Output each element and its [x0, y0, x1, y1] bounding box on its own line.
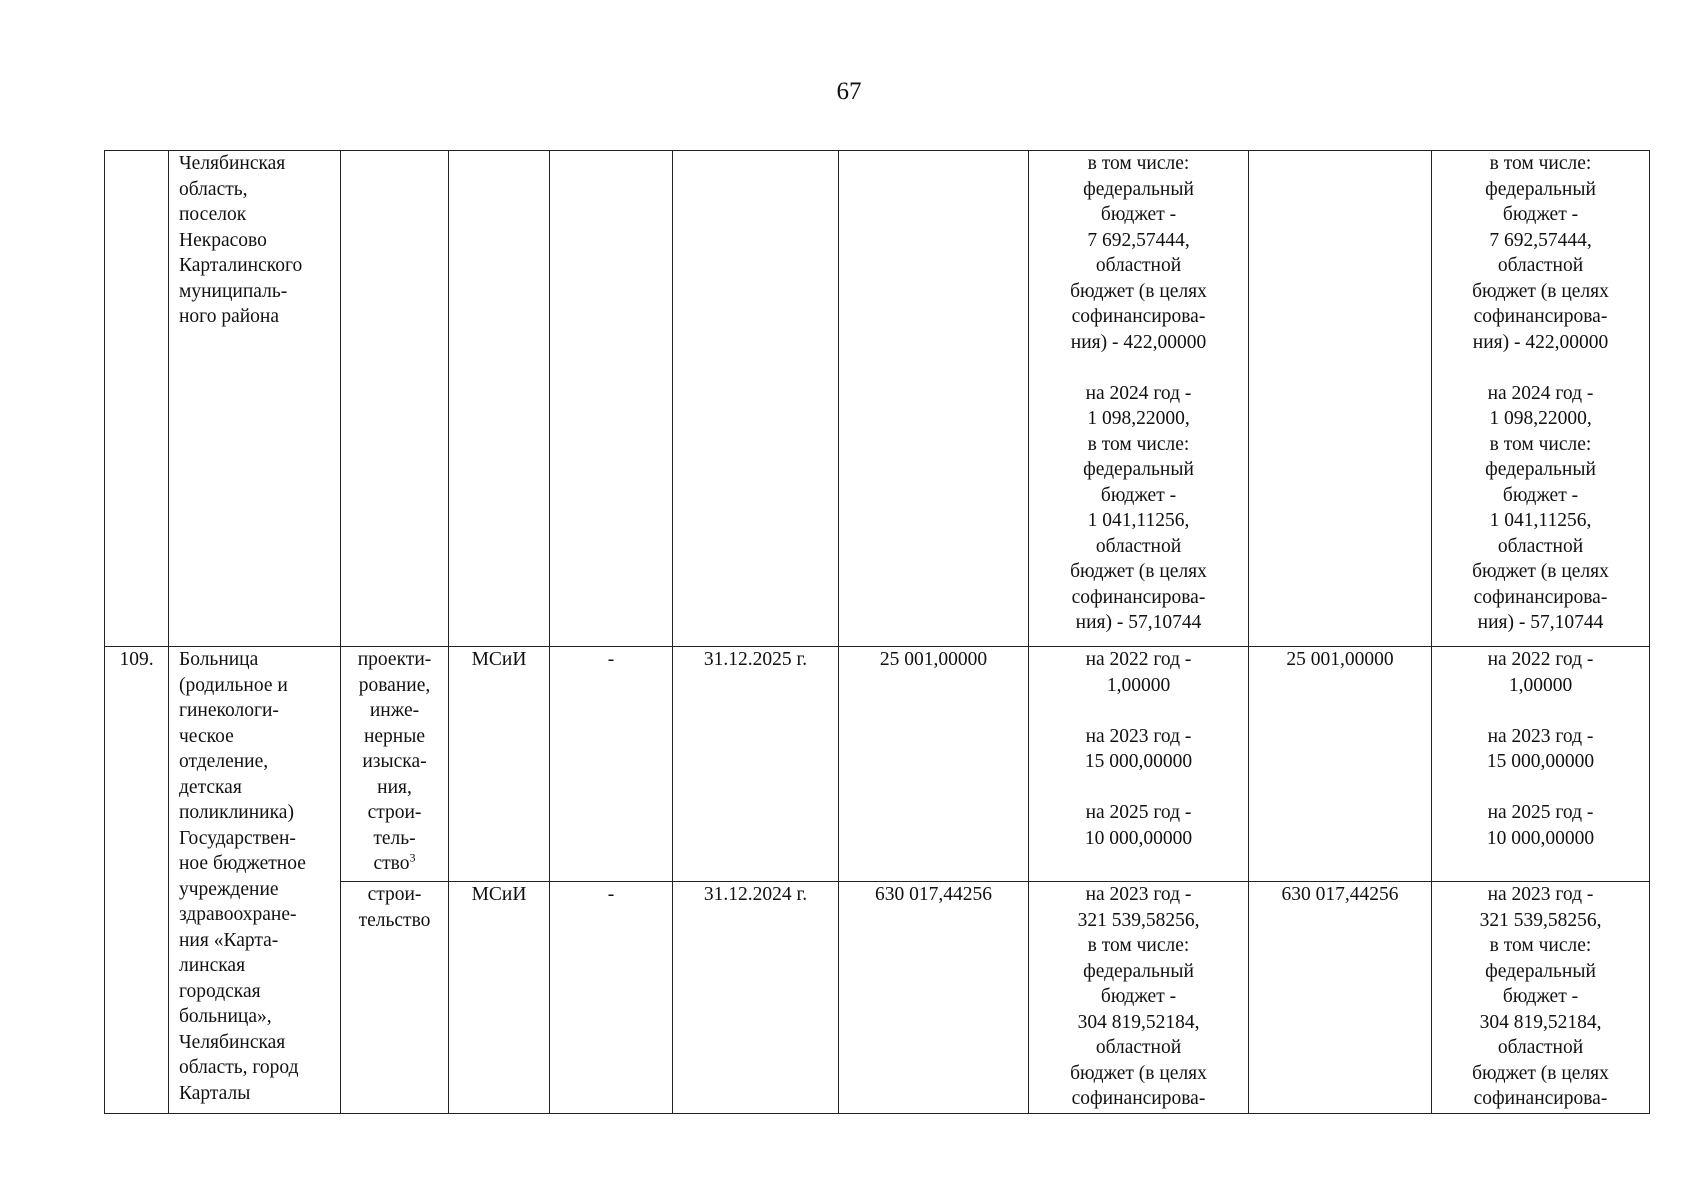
- cell-dash: -: [550, 647, 673, 882]
- cell-total: [839, 151, 1029, 647]
- work-type-text: проекти- рование, инже- нерные изыска- ния, строи- тель- ство: [357, 649, 432, 874]
- cell-date: 31.12.2024 г.: [673, 882, 839, 1114]
- footnote-mark: 3: [409, 850, 416, 865]
- cell-financing: на 2022 год - 1,00000 на 2023 год - 15 000,00000 на 2025 год - 10 000,00000: [1029, 647, 1249, 882]
- cell-financing: на 2023 год - 321 539,58256, в том числе: федеральный бюджет - 304 819,52184, областной бюджет (в целях софинансирова-: [1029, 882, 1249, 1114]
- cell-agency: [449, 151, 550, 647]
- cell-total: 630 017,44256: [839, 882, 1029, 1114]
- cell-total: 25 001,00000: [839, 647, 1029, 882]
- cell-dash: -: [550, 882, 673, 1114]
- cell-financing-2: на 2022 год - 1,00000 на 2023 год - 15 000,00000 на 2025 год - 10 000,00000: [1432, 647, 1650, 882]
- cell-object-name: Челябинская область, поселок Некрасово Карталинского муниципаль- ного района: [169, 151, 341, 647]
- cell-financing-2: в том числе: федеральный бюджет - 7 692,57444, областной бюджет (в целях софинансирова- ния) - 422,00000 на 2024 год - 1 098,22000, в том числе: федеральный бюджет - 1 041,11256, областной бюджет (в целях софинансирова- ния) - 57,10744: [1432, 151, 1650, 647]
- cell-date: [673, 151, 839, 647]
- cell-agency: МСиИ: [449, 647, 550, 882]
- table-row-continuation: [105, 151, 1650, 647]
- cell-number: [105, 151, 169, 647]
- cell-date: 31.12.2025 г.: [673, 647, 839, 882]
- cell-work-type: [341, 151, 449, 647]
- cell-work-type: строи- тельство: [341, 882, 449, 1114]
- cell-total-2: 630 017,44256: [1249, 882, 1432, 1114]
- cell-financing: в том числе: федеральный бюджет - 7 692,57444, областной бюджет (в целях софинансирова- ния) - 422,00000 на 2024 год - 1 098,22000, в том числе: федеральный бюджет - 1 041,11256, областной бюджет (в целях софинансирова- ния) - 57,10744: [1029, 151, 1249, 647]
- table-row-109-design: [105, 647, 1650, 882]
- cell-total-2: 25 001,00000: [1249, 647, 1432, 882]
- cell-total-2: [1249, 151, 1432, 647]
- cell-number: 109.: [105, 647, 169, 1114]
- page-number: 67: [836, 78, 862, 105]
- cell-work-type: [341, 647, 449, 882]
- cell-financing-2: на 2023 год - 321 539,58256, в том числе: федеральный бюджет - 304 819,52184, областной бюджет (в целях софинансирова-: [1432, 882, 1650, 1114]
- cell-dash: [550, 151, 673, 647]
- cell-object-name: Больница (родильное и гинекологи- ческое отделение, детская поликлиника) Государствен- ное бюджетное учреждение здравоохране- ния «Карта- линская городская больница», Челябинская область, город Карталы: [169, 647, 341, 1114]
- cell-agency: МСиИ: [449, 882, 550, 1114]
- objects-table: [104, 150, 1650, 1114]
